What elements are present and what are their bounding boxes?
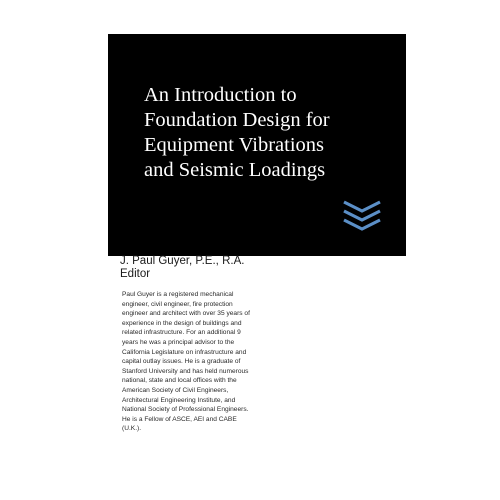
- book-title-line: and Seismic Loadings: [144, 159, 326, 181]
- bio-line: (U.K.).: [122, 425, 142, 433]
- bio-line: engineer, civil engineer, fire protection: [122, 300, 233, 308]
- bio-line: capital outlay issues. He is a graduate of: [122, 358, 241, 366]
- bio-line: Paul Guyer is a registered mechanical: [122, 291, 234, 298]
- author-role: Editor: [120, 268, 151, 280]
- bio-line: Architectural Engineering Institute, and: [122, 396, 236, 404]
- author-block: [120, 255, 244, 281]
- bio-line: years he was a principal advisor to the: [122, 338, 235, 346]
- bio-line: related infrastructure. For an additional 9: [122, 329, 241, 337]
- title-panel: [108, 34, 406, 256]
- book-title-line: An Introduction to: [144, 84, 297, 106]
- book-title-line: Foundation Design for: [144, 109, 330, 131]
- bio-line: engineer and architect with over 35 years of: [122, 310, 250, 318]
- triple-chevron-down-icon: [342, 200, 382, 232]
- bio-line: He is a Fellow of ASCE, AEI and CABE: [122, 415, 237, 423]
- bio-line: California Legislature on infrastructure and: [122, 348, 247, 356]
- bio-line: American Society of Civil Engineers,: [122, 386, 229, 394]
- book-title: [144, 83, 394, 183]
- author-name: J. Paul Guyer, P.E., R.A.: [120, 255, 245, 267]
- bio-line: National Society of Professional Engineers.: [122, 406, 249, 414]
- bio-line: experience in the design of buildings and: [122, 319, 242, 327]
- author-bio: [122, 290, 292, 434]
- book-title-line: Equipment Vibrations: [144, 134, 325, 156]
- bio-line: Stanford University and has held numerous: [122, 367, 249, 375]
- bio-line: national, state and local offices with the: [122, 377, 237, 385]
